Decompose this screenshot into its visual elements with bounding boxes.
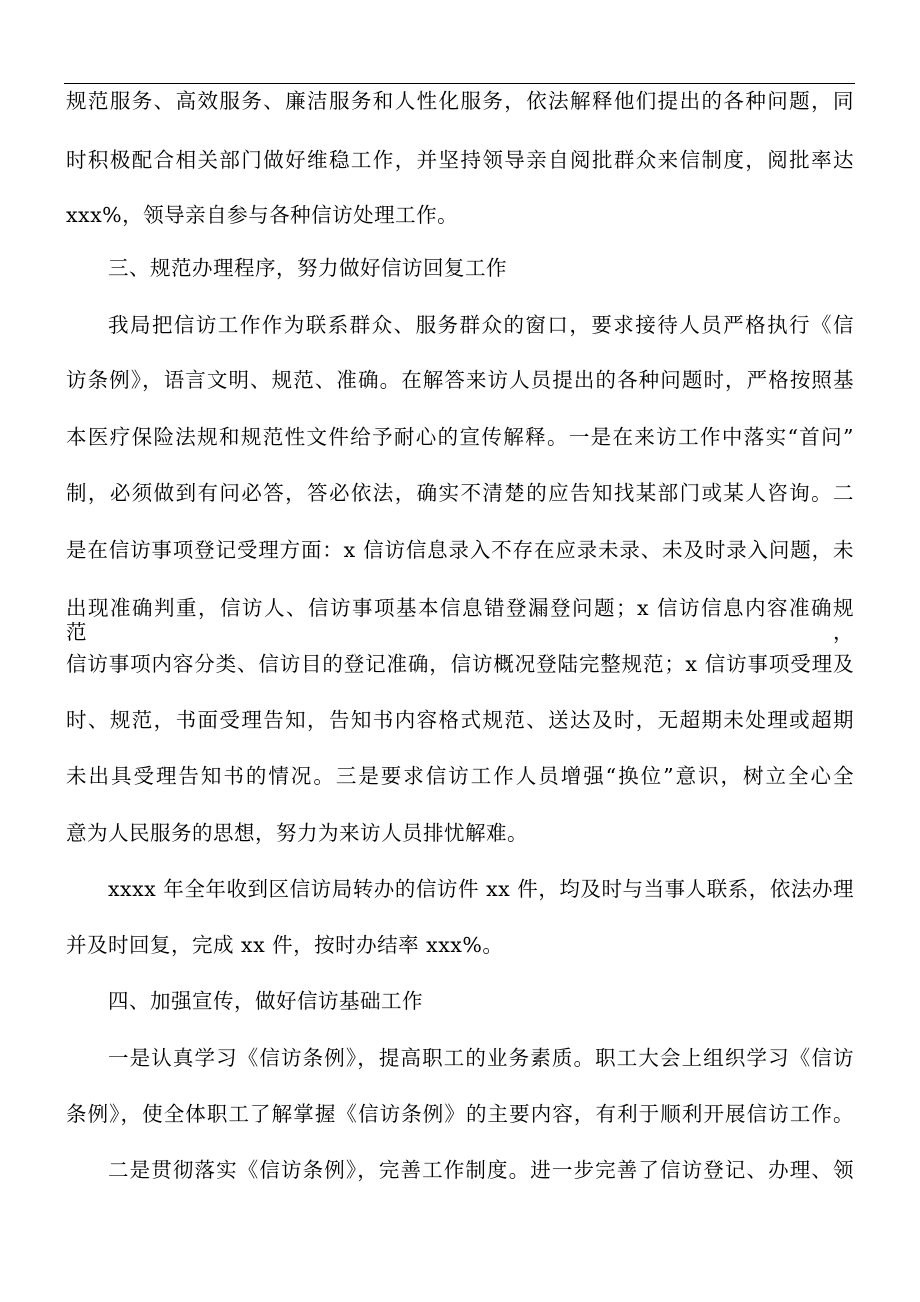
body-line: 信访事项内容分类、信访目的登记准确，信访概况登陆完整规范；x 信访事项受理及 [66,652,854,676]
body-line: 出现准确判重，信访人、信访事项基本信息错登漏登问题；x 信访信息内容准确规范， [66,596,854,644]
body-line: 访条例》，语言文明、规范、准确。在解答来访人员提出的各种问题时，严格按照基 [66,368,854,392]
body-line: 制，必须做到有问必答，答必依法，确实不清楚的应告知找某部门或某人咨询。二 [66,481,854,505]
body-line: xxxx 年全年收到区信访局转办的信访件 xx 件，均及时与当事人联系，依法办理 [108,877,854,901]
body-line: 规范服务、高效服务、廉洁服务和人性化服务，依法解释他们提出的各种问题，同 [66,89,854,113]
body-line: 本医疗保险法规和规范性文件给予耐心的宣传解释。一是在来访工作中落实“首问” [66,425,854,449]
body-line: 未出具受理告知书的情况。三是要求信访工作人员增强“换位”意识，树立全心全 [66,764,854,788]
body-line: xxx%，领导亲自参与各种信访处理工作。 [66,203,459,227]
body-line: 并及时回复，完成 xx 件，按时办结率 xxx%。 [66,933,504,957]
body-line: 意为人民服务的思想，努力为来访人员排忧解难。 [66,821,528,845]
body-line: 时积极配合相关部门做好维稳工作，并坚持领导亲自阅批群众来信制度，阅批率达 [66,148,854,172]
section-heading: 四、加强宣传，做好信访基础工作 [108,989,423,1013]
section-heading: 三、规范办理程序，努力做好信访回复工作 [108,256,507,280]
body-line: 我局把信访工作作为联系群众、服务群众的窗口，要求接待人员严格执行《信 [108,313,854,337]
header-rule [64,83,855,84]
body-line: 时、规范，书面受理告知，告知书内容格式规范、送达及时，无超期未处理或超期 [66,708,854,732]
body-line: 一是认真学习《信访条例》，提高职工的业务素质。职工大会上组织学习《信访 [108,1046,854,1070]
body-line: 是在信访事项登记受理方面：x 信访信息录入不存在应录未录、未及时录入问题，未 [66,538,854,562]
body-line: 条例》，使全体职工了解掌握《信访条例》的主要内容，有利于顺利开展信访工作。 [66,1102,854,1126]
body-line: 二是贯彻落实《信访条例》，完善工作制度。进一步完善了信访登记、办理、领 [108,1158,854,1182]
